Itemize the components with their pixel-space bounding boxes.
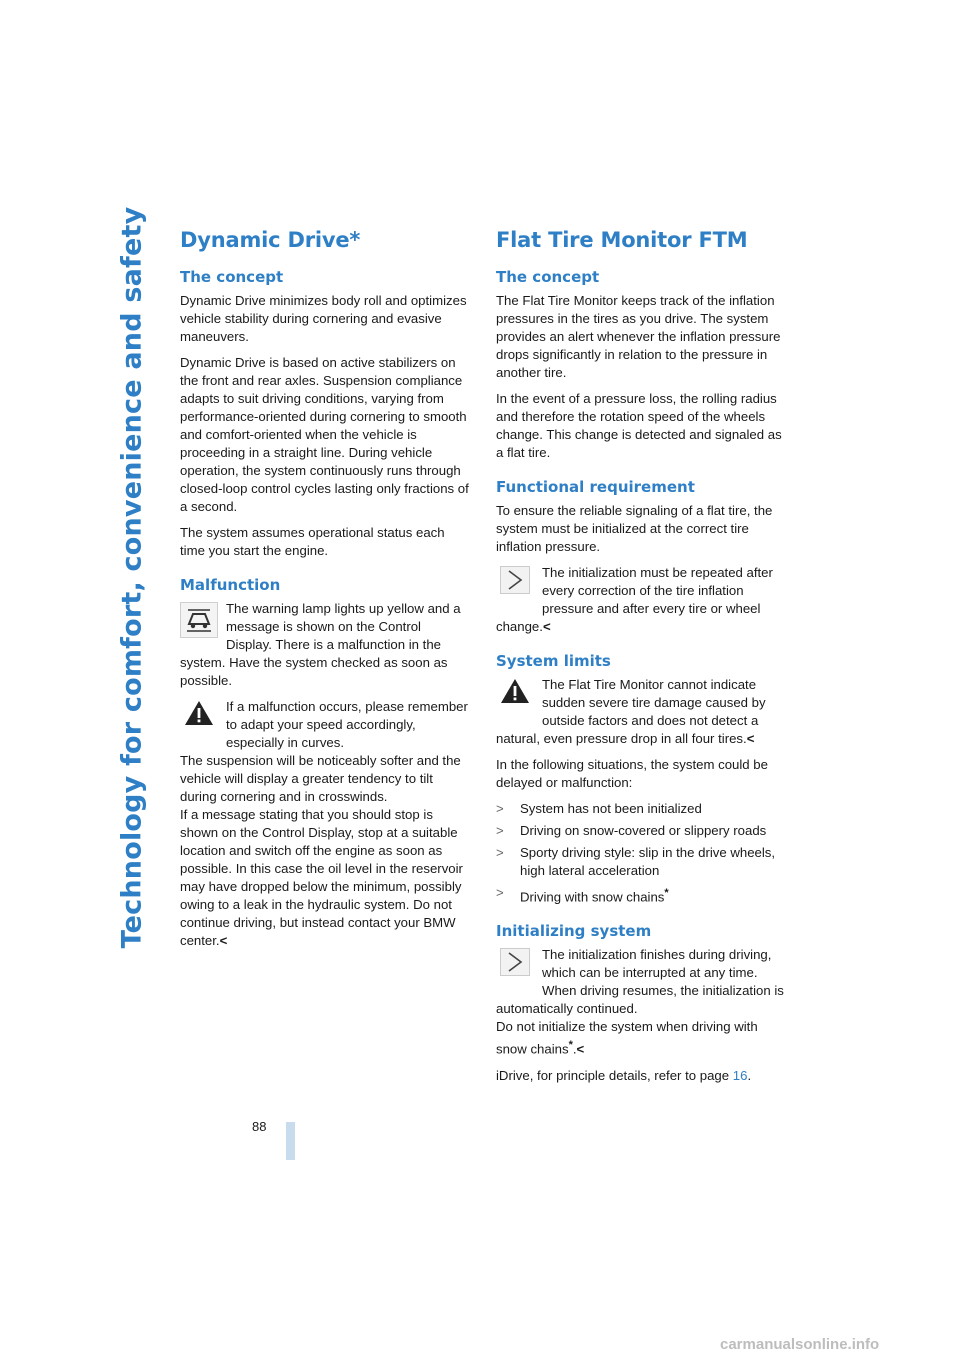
end-mark: < (219, 933, 228, 948)
list-item: > Sporty driving style: slip in the drive wheels, high lateral acceleration (496, 845, 776, 878)
ftm-functional-heading: Functional requirement (496, 478, 695, 496)
ftm-heading: Flat Tire Monitor FTM (496, 228, 748, 252)
dd-concept-heading: The concept (180, 268, 284, 286)
list-item: > System has not been initialized (496, 801, 702, 816)
list-item: > Driving on snow-covered or slippery roads (496, 823, 767, 838)
end-mark: < (576, 1041, 585, 1057)
ftm-concept-heading: The concept (496, 268, 600, 286)
ftm-limits-warning (496, 676, 788, 748)
warning-triangle-icon (496, 678, 534, 714)
page-number-bar (286, 1122, 295, 1160)
right-column (496, 228, 788, 1093)
note-arrow-icon (496, 948, 534, 984)
dd-malfunction-note (180, 600, 470, 690)
left-column (180, 228, 470, 958)
dd-malfunction-note-text: The warning lamp lights up yellow and a message is shown on the Control Display. There is a malfunction in the system. Have the system checked as soon as possible. (180, 601, 461, 688)
ftm-concept-p2: In the event of a pressure loss, the rolling radius and therefore the rotation speed of the wheels change. This change is detected and signaled as a flat tire. (496, 391, 782, 460)
end-mark: < (746, 731, 755, 746)
dd-concept-p3: The system assumes operational status each time you start the engine. (180, 525, 445, 558)
dd-concept-p2: Dynamic Drive is based on active stabilizers on the front and rear axles. Suspension compliance adapts to suit driving conditions, varying from performance-oriented during cornering to smooth and comfort-oriented when the vehicle is proceeding in a straight line. During vehicle operation, the system continuously runs through closed-loop control cycles lasting only fractions of a second. (180, 355, 469, 514)
dynamic-drive-heading: Dynamic Drive* (180, 228, 361, 252)
dd-warning-line2: The suspension will be noticeably softer and the vehicle will display a greater tendency to tilt during cornering and in crosswinds. (180, 753, 461, 804)
ftm-limits-warning-text: The Flat Tire Monitor cannot indicate sudden severe tire damage caused by outside factors and does not detect a natural, even pressure drop in all four tires.< (496, 677, 766, 746)
dynamic-drive-warning-lamp-icon (180, 602, 218, 638)
ftm-init-line3: Do not initialize the system when driving with snow chains*.< (496, 1019, 758, 1057)
side-chapter-title-text: Technology for comfort, convenience and safety (116, 206, 148, 948)
end-mark: < (542, 619, 551, 634)
ftm-limits-heading: System limits (496, 652, 611, 670)
ftm-init-note-text: The initialization finishes during driving, which can be interrupted at any time. (542, 947, 772, 981)
ftm-limits-p1: In the following situations, the system could be delayed or malfunction: (496, 757, 768, 790)
note-arrow-icon (496, 566, 534, 602)
ftm-concept-p1: The Flat Tire Monitor keeps track of the inflation pressures in the tires as you drive. The system provides an alert whenever the inflation pressure drops significantly in relation to the pressure in another tire. (496, 293, 781, 380)
ftm-init-note (496, 946, 788, 1058)
page-number: 88 (252, 1119, 267, 1134)
ftm-functional-p1: To ensure the reliable signaling of a flat tire, the system must be initialized at the correct tire inflation pressure. (496, 503, 773, 554)
ftm-functional-note-text: The initialization must be repeated after every correction of the tire inflation pressure and after every tire or wheel change.< (496, 565, 773, 634)
ftm-functional-note (496, 564, 788, 636)
dd-warning-line1: If a malfunction occurs, please remember to adapt your speed accordingly, especially in curves. (226, 699, 468, 750)
ftm-limits-list (496, 800, 788, 906)
watermark: carmanualsonline.info (720, 1336, 880, 1353)
dd-warning-note (180, 698, 470, 950)
optional-asterisk: * (664, 887, 669, 899)
side-chapter-title (108, 206, 156, 948)
warning-triangle-icon (180, 700, 218, 736)
list-item: > Driving with snow chains* (496, 885, 669, 905)
ftm-idrive-ref: iDrive, for principle details, refer to page 16. (496, 1067, 752, 1083)
page-link[interactable]: 16 (732, 1067, 748, 1083)
dd-concept-p1: Dynamic Drive minimizes body roll and optimizes vehicle stability during cornering and evasive maneuvers. (180, 293, 467, 344)
ftm-init-line2: When driving resumes, the initialization is automatically continued. (496, 983, 784, 1017)
dd-warning-line3: If a message stating that you should stop is shown on the Control Display, stop at a suitable location and switch off the engine as soon as possible. In this case the oil level in the reservoir may have dropped below the minimum, possibly owing to a leak in the hydraulic system. Do not continue driving, but instead contact your BMW center.< (180, 807, 463, 948)
dd-malfunction-heading: Malfunction (180, 576, 281, 594)
ftm-init-heading: Initializing system (496, 922, 652, 941)
